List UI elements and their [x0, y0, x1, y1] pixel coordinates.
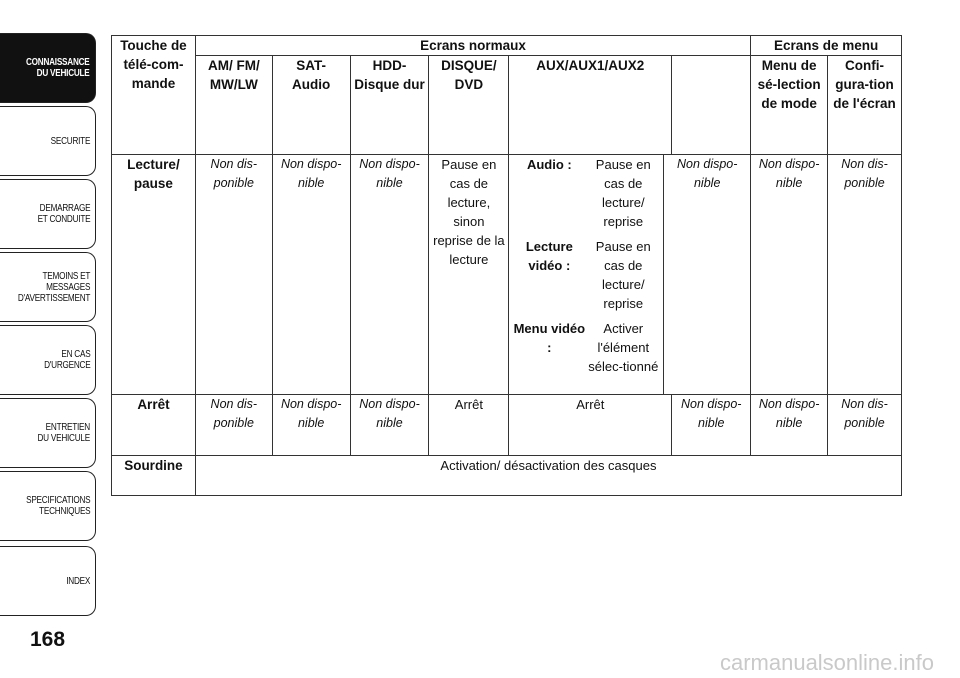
- cell-hdd: Non dispo-nible: [350, 155, 429, 395]
- header-row-1: [112, 36, 902, 56]
- cell-config: Non dis-ponible: [828, 155, 902, 395]
- header-am: AM/ FM/ MW/LW: [195, 56, 272, 155]
- tab-entretien-du-vehicule[interactable]: [0, 398, 96, 468]
- tab-temoins-et-messages[interactable]: [0, 252, 96, 322]
- header-sat: SAT- Audio: [272, 56, 350, 155]
- cell-am: Non dis-ponible: [195, 155, 272, 395]
- tab-securite[interactable]: [0, 106, 96, 176]
- tab-index[interactable]: [0, 546, 96, 616]
- cell-sourdine: Activation/ désactivation des casques: [195, 456, 901, 496]
- cell-menu: Non dispo-nible: [751, 155, 828, 395]
- page-number: 168: [30, 628, 66, 651]
- tab-label: DEMARRAGE ET CONDUITE: [37, 203, 90, 225]
- row-key: Sourdine: [112, 456, 196, 496]
- tab-label: EN CAS D'URGENCE: [43, 349, 90, 371]
- header-extra: [672, 56, 751, 155]
- aux-label: Lecture vidéo :: [525, 239, 573, 273]
- aux-value: Pause en cas de lecture/ reprise: [595, 239, 651, 311]
- chapter-tabs: [0, 0, 98, 678]
- row-key: Arrêt: [112, 395, 196, 456]
- cell-menu: Non dispo-nible: [751, 395, 828, 456]
- watermark: carmanualsonline.info: [719, 650, 934, 675]
- aux-value: Pause en cas de lecture/ reprise: [595, 157, 651, 229]
- aux-subrow-audio: [512, 155, 660, 231]
- cell-hdd: Non dispo-nible: [350, 395, 429, 456]
- cell-extra: Non dispo-nible: [672, 395, 751, 456]
- cell-am: Non dis-ponible: [195, 395, 272, 456]
- aux-subrow-lecture-video: [512, 237, 660, 313]
- cell-sat: Non dispo-nible: [272, 155, 350, 395]
- header-group-normal: Ecrans normaux: [195, 36, 750, 56]
- header-row-2: [112, 56, 902, 155]
- tab-label: TEMOINS ET MESSAGES D'AVERTISSEMENT: [17, 270, 90, 304]
- header-aux: AUX/AUX1/AUX2: [509, 56, 672, 155]
- aux-subrow-menu-video: [512, 319, 660, 376]
- aux-label: Audio :: [526, 157, 572, 172]
- cell-dvd: Arrêt: [429, 395, 509, 456]
- row-key: Lecture/ pause: [112, 155, 196, 395]
- tab-label: CONNAISSANCE DU VEHICULE: [26, 57, 90, 79]
- cell-extra-text: Non dispo-nible: [676, 157, 738, 190]
- tab-label: INDEX: [66, 575, 90, 587]
- aux-label: Menu vidéo :: [513, 321, 586, 355]
- tab-demarrage-et-conduite[interactable]: [0, 179, 96, 249]
- tab-label: ENTRETIEN DU VEHICULE: [37, 422, 90, 444]
- cell-sat: Non dispo-nible: [272, 395, 350, 456]
- header-dvd: DISQUE/ DVD: [429, 56, 509, 155]
- tab-label: SPECIFICATIONS TECHNIQUES: [25, 495, 90, 517]
- cell-aux: [509, 155, 751, 395]
- header-config: Confi-gura-tion de l'écran: [828, 56, 902, 155]
- header-hdd: HDD- Disque dur: [350, 56, 429, 155]
- aux-value: Activer l'élément sélec-tionné: [588, 321, 659, 374]
- tab-connaissance-du-vehicule[interactable]: [0, 33, 96, 103]
- tab-specifications-techniques[interactable]: [0, 471, 96, 541]
- header-group-menu: Ecrans de menu: [751, 36, 902, 56]
- remote-control-table: [111, 35, 902, 496]
- row-lecture: [112, 155, 902, 395]
- tab-en-cas-d-urgence[interactable]: [0, 325, 96, 395]
- cell-config: Non dis-ponible: [828, 395, 902, 456]
- row-sourdine: [112, 456, 902, 496]
- header-key: Touche de télé-com-mande: [112, 36, 196, 155]
- header-menu: Menu de sé-lection de mode: [751, 56, 828, 155]
- cell-dvd: Pause en cas de lecture, sinon reprise de la lecture: [429, 155, 509, 395]
- column-divider: [663, 155, 664, 394]
- tab-label: SECURITE: [50, 135, 90, 147]
- cell-aux: Arrêt: [509, 395, 672, 456]
- row-arret: [112, 395, 902, 456]
